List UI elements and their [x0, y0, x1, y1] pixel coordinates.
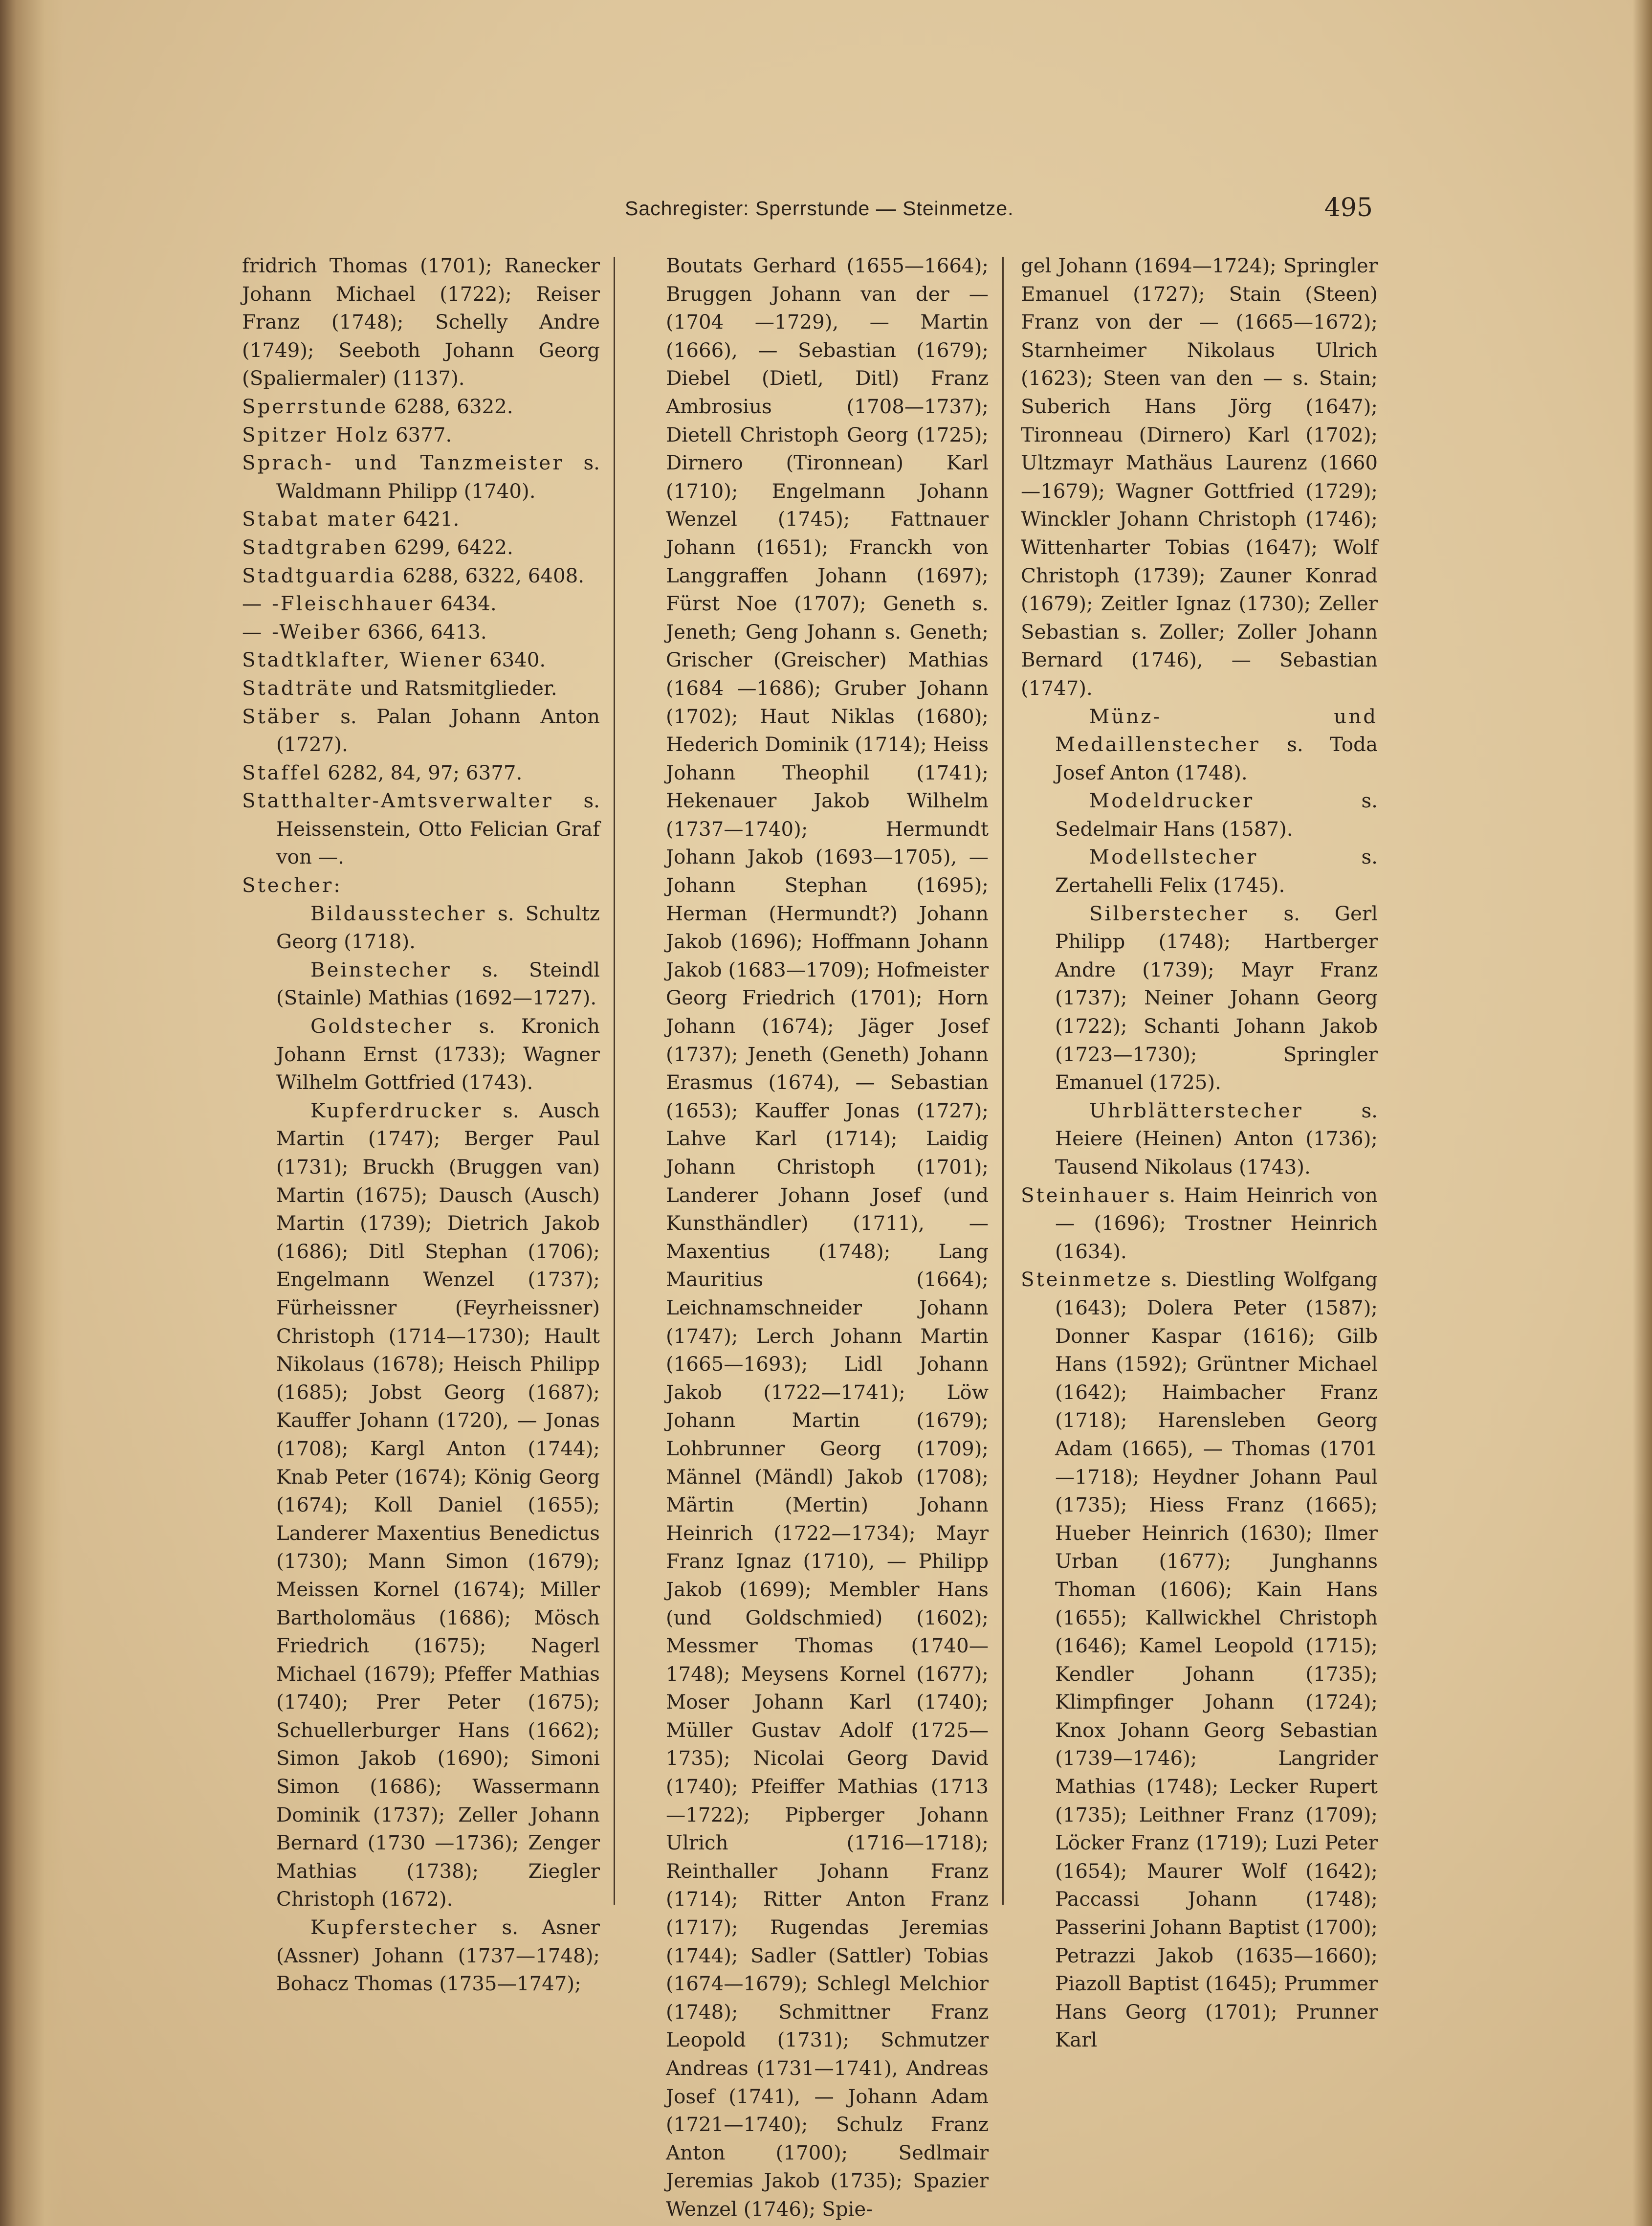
- index-keyword: Stadtklafter, Wiener: [242, 648, 484, 672]
- index-entry: [242, 674, 600, 703]
- index-keyword: Uhrblätterstecher: [1089, 1099, 1303, 1122]
- index-text: 6282, 84, 97; 6377.: [321, 761, 523, 784]
- index-text: 6434.: [434, 592, 497, 616]
- index-entry: [1021, 900, 1378, 1097]
- index-text: s. Diestling Wolfgang (1643); Dolera Peter (1587); Donner Kaspar (1616); Gilb Hans (1592); Grüntner Michael (1642); Haimbacher Franz (1718); Harensleben Georg Adam (1665), — Thomas (1701—1718); Heydner Johann Paul (1735); Hiess Franz (1665); Hueber Heinrich (1630); Ilmer Urban (1677); Junghanns Thoman (1606); Kain Hans (1655); Kallwickhel Christoph (1646); Kamel Leopold (1715); Kendler Johann (1735); Klimpfinger Johann (1724); Knox Johann Georg Sebastian (1739—1746); Langrider Mathias (1748); Lecker Rupert (1735); Leithner Franz (1709); Löcker Franz (1719); Luzi Peter (1654); Maurer Wolf (1642); Paccassi Johann (1748); Passerini Johann Baptist (1700); Petrazzi Jakob (1635—1660); Piazoll Baptist (1645); Prummer Hans Georg (1701); Prunner Karl: [1055, 1268, 1378, 2052]
- index-text: fridrich Thomas (1701); Ranecker Johann Michael (1722); Reiser Franz (1748); Schelly Andre (1749); Seeboth Johann Georg (Spaliermaler) (1137).: [242, 254, 600, 390]
- index-keyword: Steinhauer: [1021, 1183, 1151, 1207]
- index-text: s. Heissenstein, Otto Felician Graf von —.: [276, 789, 600, 869]
- index-text: s. Haim Heinrich von — (1696); Trostner Heinrich (1634).: [1055, 1183, 1378, 1263]
- index-entry: [242, 871, 600, 900]
- index-entry: [242, 393, 600, 421]
- index-keyword: Münz- und Medaillenstecher: [1055, 705, 1378, 757]
- index-entry: [242, 956, 600, 1012]
- header-title: Sachregister: Sperrstunde — Steinmetze.: [625, 197, 1014, 220]
- index-entry: [242, 421, 600, 449]
- index-column-3: [1021, 252, 1378, 2052]
- index-column-2: [666, 252, 989, 2221]
- index-keyword: Sperrstunde: [242, 395, 388, 418]
- index-text: 6366, 6413.: [361, 620, 487, 644]
- index-entry: [1021, 252, 1378, 703]
- index-keyword: Stabat mater: [242, 508, 397, 531]
- column-divider-2: [1002, 257, 1004, 1905]
- index-entry: [242, 252, 600, 393]
- index-text: s. Schultz Georg (1718).: [276, 902, 600, 954]
- running-header: [625, 193, 1373, 237]
- index-entry: [242, 1914, 600, 1998]
- index-keyword: Goldstecher: [310, 1015, 453, 1038]
- index-keyword: Statthalter-Amtsverwalter: [242, 789, 553, 813]
- index-text: s. Kronich Johann Ernst (1733); Wagner Wilhelm Gottfried (1743).: [276, 1015, 600, 1094]
- index-entry: [666, 252, 989, 2224]
- index-keyword: Stadtgraben: [242, 535, 388, 559]
- index-keyword: — -Fleischhauer: [242, 592, 434, 616]
- column-divider-1: [614, 257, 615, 1905]
- index-entry: [1021, 1266, 1378, 2054]
- index-column-1: [242, 252, 600, 1996]
- index-text: s. Asner (Assner) Johann (1737—1748); Bohacz Thomas (1735—1747);: [276, 1916, 600, 1996]
- index-keyword: Steinmetze: [1021, 1268, 1153, 1291]
- index-text: 6377.: [389, 423, 452, 446]
- index-keyword: Beinstecher: [310, 958, 452, 981]
- index-entry: [242, 534, 600, 562]
- index-text: s. Ausch Martin (1747); Berger Paul (1731); Bruckh (Bruggen van) Martin (1675); Dausch (Ausch) Martin (1739); Dietrich Jakob (1686); Ditl Stephan (1706); Engelmann Wenzel (1737); Fürheissner (Feyrheissner) Christoph (1714—1730); Hault Nikolaus (1678); Heisch Philipp (1685); Jobst Georg (1687); Kauffer Johann (1720), — Jonas (1708); Kargl Anton (1744); Knab Peter (1674); König Georg (1674); Koll Daniel (1655); Landerer Maxentius Benedictus (1730); Mann Simon (1679); Meissen Kornel (1674); Miller Bartholomäus (1686); Mösch Friedrich (1675); Nagerl Michael (1679); Pfeffer Mathias (1740); Prer Peter (1675); Schuellerburger Hans (1662); Simon Jakob (1690); Simoni Simon (1686); Wassermann Dominik (1737); Zeller Johann Bernard (1730 —1736); Zenger Mathias (1738); Ziegler Christoph (1672).: [276, 1099, 600, 1911]
- index-keyword: Stecher:: [242, 874, 342, 897]
- index-entry: [242, 787, 600, 871]
- index-entry: [1021, 1181, 1378, 1266]
- index-keyword: Sprach- und Tanzmeister: [242, 451, 564, 475]
- index-text: s. Steindl (Stainle) Mathias (1692—1727).: [276, 958, 600, 1010]
- index-text: s. Waldmann Philipp (1740).: [276, 451, 600, 503]
- index-entry: [1021, 703, 1378, 787]
- index-text: s. Gerl Philipp (1748); Hartberger Andre (1739); Mayr Franz (1737); Neiner Johann Georg (1722); Schanti Johann Jakob (1723—1730); Springler Emanuel (1725).: [1055, 902, 1378, 1094]
- index-keyword: — -Weiber: [242, 620, 362, 644]
- index-entry: [242, 449, 600, 505]
- index-entry: [1021, 787, 1378, 843]
- page-number: 495: [1324, 193, 1373, 223]
- index-text: und Ratsmitglieder.: [354, 676, 557, 700]
- index-text: Boutats Gerhard (1655—1664); Bruggen Johann van der — (1704 —1729), — Martin (1666), — Sebastian (1679); Diebel (Dietl, Ditl) Franz Ambrosius (1708—1737); Dietell Christoph Georg (1725); Dirnero (Tironnean) Karl (1710); Engelmann Johann Wenzel (1745); Fattnauer Johann (1651); Franckh von Langgraffen Johann (1697); Fürst Noe (1707); Geneth s. Jeneth; Geng Johann s. Geneth; Grischer (Greischer) Mathias (1684 —1686); Gruber Johann (1702); Haut Niklas (1680); Hederich Dominik (1714); Heiss Johann Theophil (1741); Hekenauer Jakob Wilhelm (1737—1740); Hermundt Johann Jakob (1693—1705), — Johann Stephan (1695); Herman (Hermundt?) Johann Jakob (1696); Hoffmann Johann Jakob (1683—1709); Hofmeister Georg Friedrich (1701); Horn Johann (1674); Jäger Josef (1737); Jeneth (Geneth) Johann Erasmus (1674), — Sebastian (1653); Kauffer Jonas (1727); Lahve Karl (1714); Laidig Johann Christoph (1701); Landerer Johann Josef (und Kunsthändler) (1711), — Maxentius (1748); Lang Mauritius (1664); Leichnamschneider Johann (1747); Lerch Johann Martin (1665—1693); Lidl Johann Jakob (1722—1741); Löw Johann Martin (1679); Lohbrunner Georg (1709); Männel (Mändl) Jakob (1708); Märtin (Mertin) Johann Heinrich (1722—1734); Mayr Franz Ignaz (1710), — Philipp Jakob (1699); Membler Hans (und Goldschmied) (1602); Messmer Thomas (1740—1748); Meysens Kornel (1677); Moser Johann Karl (1740); Müller Gustav Adolf (1725—1735); Nicolai Georg David (1740); Pfeiffer Mathias (1713—1722); Pipberger Johann Ulrich (1716—1718); Reinthaller Johann Franz (1714); Ritter Anton Franz (1717); Rugendas Jeremias (1744); Sadler (Sattler) Tobias (1674—1679); Schlegl Melchior (1748); Schmittner Franz Leopold (1731); Schmutzer Andreas (1731—1741), Andreas Josef (1741), — Johann Adam (1721—1740); Schulz Franz Anton (1700); Sedlmair Jeremias Jakob (1735); Spazier Wenzel (1746); Spie-: [666, 254, 989, 2221]
- index-keyword: Stäber: [242, 705, 321, 728]
- index-text: s. Sedelmair Hans (1587).: [1055, 789, 1378, 841]
- index-keyword: Silberstecher: [1089, 902, 1249, 925]
- index-text: s. Palan Johann Anton (1727).: [276, 705, 600, 757]
- index-entry: [242, 562, 600, 590]
- index-keyword: Stadtguardia: [242, 564, 396, 587]
- index-entry: [242, 1012, 600, 1097]
- index-entry: [242, 505, 600, 534]
- index-text: 6340.: [483, 648, 546, 672]
- index-keyword: Bildausstecher: [310, 902, 487, 925]
- index-text: s. Heiere (Heinen) Anton (1736); Tausend Nikolaus (1743).: [1055, 1099, 1378, 1179]
- index-keyword: Staffel: [242, 761, 322, 784]
- index-keyword: Kupferstecher: [310, 1916, 479, 1939]
- index-entry: [242, 703, 600, 759]
- index-keyword: Spitzer Holz: [242, 423, 390, 446]
- index-entry: [1021, 1097, 1378, 1181]
- index-text: s. Toda Josef Anton (1748).: [1055, 733, 1378, 784]
- index-text: gel Johann (1694—1724); Springler Emanuel (1727); Stain (Steen) Franz von der — (1665—1672); Starnheimer Nikolaus Ulrich (1623); Steen van den — s. Stain; Suberich Hans Jörg (1647); Tironneau (Dirnero) Karl (1702); Ultzmayr Mathäus Laurenz (1660—1679); Wagner Gottfried (1729); Winckler Johann Christoph (1746); Wittenharter Tobias (1647); Wolf Christoph (1739); Zauner Konrad (1679); Zeitler Ignaz (1730); Zeller Sebastian s. Zoller; Zoller Johann Bernard (1746), — Sebastian (1747).: [1021, 254, 1378, 700]
- index-entry: [242, 1097, 600, 1914]
- index-keyword: Stadträte: [242, 676, 354, 700]
- index-text: 6288, 6322.: [388, 395, 513, 418]
- index-keyword: Modellstecher: [1089, 846, 1258, 869]
- index-entry: [242, 900, 600, 956]
- index-text: s. Zertahelli Felix (1745).: [1055, 846, 1378, 897]
- index-text: 6421.: [396, 508, 460, 531]
- index-keyword: Kupferdrucker: [310, 1099, 483, 1122]
- index-entry: [1021, 843, 1378, 899]
- index-keyword: Modeldrucker: [1089, 789, 1255, 813]
- book-binding: [0, 0, 64, 2226]
- index-entry: [242, 618, 600, 646]
- page-edge: [1632, 0, 1652, 2226]
- index-entry: [242, 590, 600, 618]
- index-entry: [242, 646, 600, 674]
- index-entry: [242, 759, 600, 787]
- index-text: 6299, 6422.: [388, 535, 513, 559]
- index-text: 6288, 6322, 6408.: [396, 564, 585, 587]
